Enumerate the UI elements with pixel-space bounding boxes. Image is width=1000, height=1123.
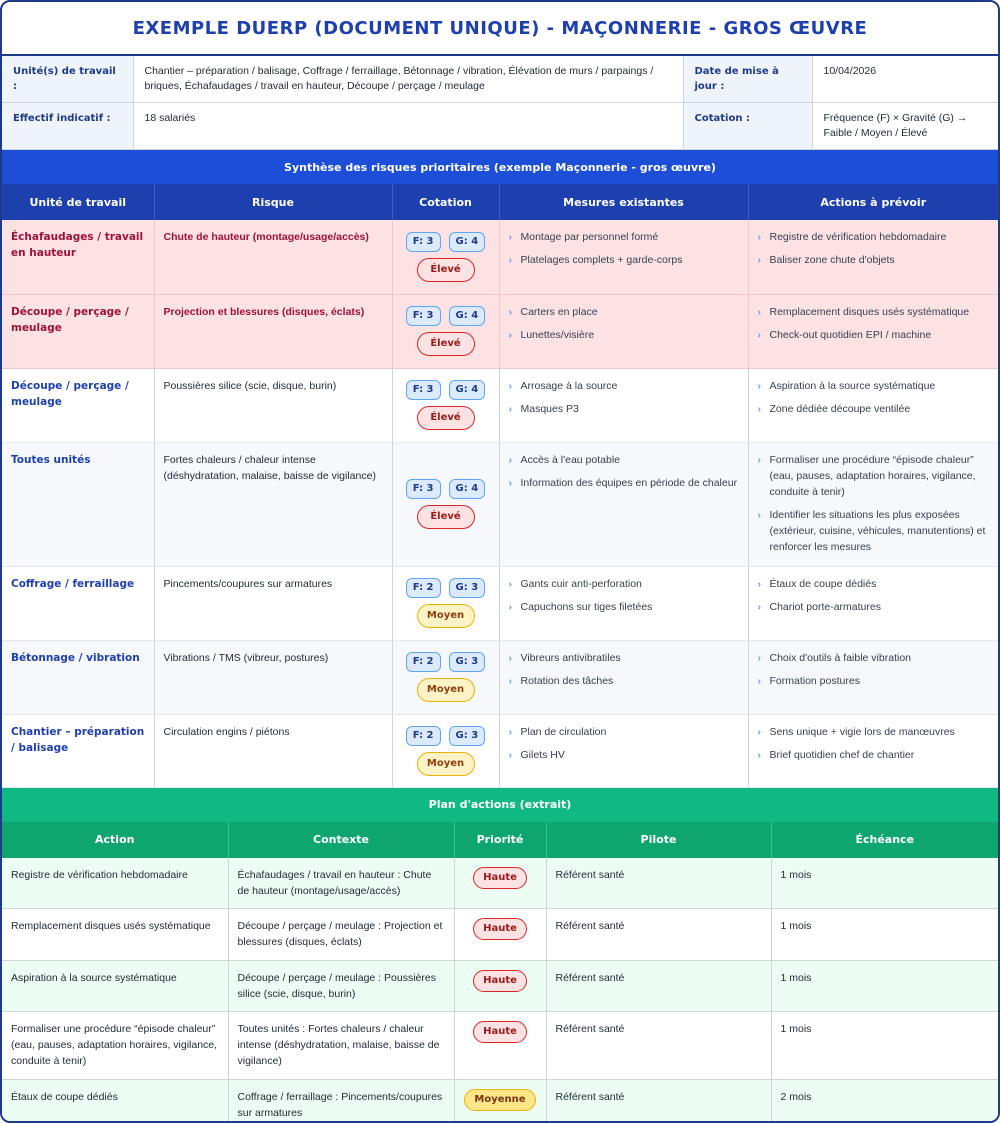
units-value: Chantier – préparation / balisage, Coffrage / ferraillage, Bétonnage / vibration, Élévation de murs / parpaings / briques, Échafaudages / travail en hauteur, Découpe / perçage / meulage <box>133 56 683 103</box>
plan-due: 1 mois <box>771 1012 998 1080</box>
plan-due: 1 mois <box>771 909 998 961</box>
staff-value: 18 salariés <box>133 103 683 150</box>
existing-measures <box>499 714 748 787</box>
plan-priority <box>454 1080 546 1123</box>
plan-action: Étaux de coupe dédiés <box>2 1080 228 1123</box>
risk-level-badge: Moyen <box>417 604 475 628</box>
frequency-chip: F: 3 <box>406 479 441 499</box>
measure-item: › Capuchons sur tiges filetées <box>509 599 739 615</box>
gravity-chip: G: 3 <box>449 578 486 598</box>
staff-label: Effectif indicatif : <box>2 103 133 150</box>
existing-measures <box>499 368 748 442</box>
actions-list <box>758 650 990 689</box>
rating-chips <box>397 578 495 598</box>
plan-pilot: Référent santé <box>546 1080 771 1123</box>
planned-actions <box>748 566 998 640</box>
plan-header-pilot: Pilote <box>546 822 771 858</box>
measure-item: › Platelages complets + garde-corps <box>509 252 739 268</box>
plan-row <box>2 961 998 1012</box>
risk-description: Circulation engins / piétons <box>154 714 392 787</box>
measure-item: › Lunettes/visière <box>509 327 739 343</box>
measure-item: › Masques P3 <box>509 401 739 417</box>
rating-chips <box>397 479 495 499</box>
risk-row <box>2 220 998 294</box>
action-item: › Check-out quotidien EPI / machine <box>758 327 990 343</box>
risk-unit: Coffrage / ferraillage <box>2 566 154 640</box>
measure-item: › Montage par personnel formé <box>509 229 739 245</box>
actions-list <box>758 304 990 343</box>
priority-badge: Haute <box>473 918 527 940</box>
action-item: › Aspiration à la source systématique <box>758 378 990 394</box>
risk-level-badge: Élevé <box>417 505 475 529</box>
plan-context: Toutes unités : Fortes chaleurs / chaleur intense (déshydratation, malaise, baisse de vigilance) <box>228 1012 454 1080</box>
risk-rating <box>392 368 499 442</box>
measures-list <box>509 378 739 417</box>
existing-measures <box>499 294 748 368</box>
plan-priority <box>454 961 546 1012</box>
risks-header-actions: Actions à prévoir <box>748 184 998 220</box>
gravity-chip: G: 4 <box>449 306 486 326</box>
rating-chips <box>397 652 495 672</box>
existing-measures <box>499 640 748 714</box>
frequency-chip: F: 3 <box>406 306 441 326</box>
existing-measures <box>499 220 748 294</box>
plan-context: Échafaudages / travail en hauteur : Chute de hauteur (montage/usage/accès) <box>228 858 454 909</box>
measure-item: › Vibreurs antivibratiles <box>509 650 739 666</box>
risks-header-measures: Mesures existantes <box>499 184 748 220</box>
plan-due: 1 mois <box>771 858 998 909</box>
plan-row <box>2 858 998 909</box>
action-item: › Baliser zone chute d'objets <box>758 252 990 268</box>
risk-description: Vibrations / TMS (vibreur, postures) <box>154 640 392 714</box>
rating-chips <box>397 306 495 326</box>
risks-header-risk: Risque <box>154 184 392 220</box>
measures-list <box>509 650 739 689</box>
document-title: EXEMPLE DUERP (DOCUMENT UNIQUE) - MAÇONNERIE - GROS ŒUVRE <box>2 2 998 56</box>
risk-row <box>2 640 998 714</box>
risk-level-badge: Moyen <box>417 752 475 776</box>
risk-rating <box>392 640 499 714</box>
risk-unit: Chantier – préparation / balisage <box>2 714 154 787</box>
plan-due: 2 mois <box>771 1080 998 1123</box>
risk-row <box>2 566 998 640</box>
risk-level-badge: Élevé <box>417 332 475 356</box>
risk-unit: Toutes unités <box>2 442 154 566</box>
plan-pilot: Référent santé <box>546 858 771 909</box>
risk-unit: Découpe / perçage / meulage <box>2 294 154 368</box>
risks-header-unit: Unité de travail <box>2 184 154 220</box>
measures-list <box>509 304 739 343</box>
risk-rating <box>392 566 499 640</box>
risks-header-rating: Cotation <box>392 184 499 220</box>
measure-item: › Gants cuir anti-perforation <box>509 576 739 592</box>
plan-header-due: Échéance <box>771 822 998 858</box>
action-item: › Remplacement disques usés systématique <box>758 304 990 320</box>
plan-banner: Plan d'actions (extrait) <box>2 788 998 822</box>
rating-chips <box>397 232 495 252</box>
risk-description: Fortes chaleurs / chaleur intense (déshydratation, malaise, baisse de vigilance) <box>154 442 392 566</box>
frequency-chip: F: 3 <box>406 380 441 400</box>
risk-description: Pincements/coupures sur armatures <box>154 566 392 640</box>
plan-pilot: Référent santé <box>546 961 771 1012</box>
planned-actions <box>748 368 998 442</box>
measure-item: › Gilets HV <box>509 747 739 763</box>
planned-actions <box>748 442 998 566</box>
measure-item: › Accès à l'eau potable <box>509 452 739 468</box>
action-item: › Zone dédiée découpe ventilée <box>758 401 990 417</box>
actions-list <box>758 576 990 615</box>
plan-action: Formaliser une procédure “épisode chaleur” (eau, pauses, adaptation horaires, vigilance, conduite à tenir) <box>2 1012 228 1080</box>
measures-list <box>509 724 739 763</box>
risk-level-badge: Élevé <box>417 258 475 282</box>
gravity-chip: G: 3 <box>449 726 486 746</box>
priority-badge: Haute <box>473 1021 527 1043</box>
action-plan-table <box>2 822 998 1123</box>
plan-row <box>2 909 998 961</box>
actions-list <box>758 452 990 555</box>
actions-list <box>758 724 990 763</box>
plan-context: Coffrage / ferraillage : Pincements/coupures sur armatures <box>228 1080 454 1123</box>
risk-rating <box>392 220 499 294</box>
gravity-chip: G: 3 <box>449 652 486 672</box>
date-label: Date de mise à jour : <box>683 56 812 103</box>
plan-pilot: Référent santé <box>546 1012 771 1080</box>
actions-list <box>758 378 990 417</box>
plan-header-row <box>2 822 998 858</box>
planned-actions <box>748 640 998 714</box>
date-value: 10/04/2026 <box>812 56 998 103</box>
gravity-chip: G: 4 <box>449 232 486 252</box>
risks-banner: Synthèse des risques prioritaires (exemple Maçonnerie - gros œuvre) <box>2 150 998 184</box>
plan-row <box>2 1080 998 1123</box>
planned-actions <box>748 714 998 787</box>
frequency-chip: F: 3 <box>406 232 441 252</box>
action-item: › Registre de vérification hebdomadaire <box>758 229 990 245</box>
action-item: › Chariot porte-armatures <box>758 599 990 615</box>
plan-priority <box>454 858 546 909</box>
gravity-chip: G: 4 <box>449 380 486 400</box>
plan-due: 1 mois <box>771 961 998 1012</box>
gravity-chip: G: 4 <box>449 479 486 499</box>
plan-action: Registre de vérification hebdomadaire <box>2 858 228 909</box>
rating-label: Cotation : <box>683 103 812 150</box>
risk-row <box>2 294 998 368</box>
action-item: › Formaliser une procédure “épisode chaleur” (eau, pauses, adaptation horaires, vigilance, conduite à tenir) <box>758 452 990 500</box>
risk-row <box>2 368 998 442</box>
measure-item: › Information des équipes en période de chaleur <box>509 475 739 491</box>
plan-header-context: Contexte <box>228 822 454 858</box>
frequency-chip: F: 2 <box>406 726 441 746</box>
plan-pilot: Référent santé <box>546 909 771 961</box>
info-table <box>2 56 998 150</box>
existing-measures <box>499 442 748 566</box>
risk-rating <box>392 442 499 566</box>
risks-header-row <box>2 184 998 220</box>
plan-context: Découpe / perçage / meulage : Projection et blessures (disques, éclats) <box>228 909 454 961</box>
plan-action: Remplacement disques usés systématique <box>2 909 228 961</box>
risk-description: Poussières silice (scie, disque, burin) <box>154 368 392 442</box>
existing-measures <box>499 566 748 640</box>
risk-unit: Bétonnage / vibration <box>2 640 154 714</box>
risk-description: Projection et blessures (disques, éclats) <box>154 294 392 368</box>
plan-header-action: Action <box>2 822 228 858</box>
action-item: › Sens unique + vigie lors de manœuvres <box>758 724 990 740</box>
risk-rating <box>392 714 499 787</box>
measure-item: › Rotation des tâches <box>509 673 739 689</box>
risk-row <box>2 442 998 566</box>
plan-row <box>2 1012 998 1080</box>
action-item: › Étaux de coupe dédiés <box>758 576 990 592</box>
measure-item: › Arrosage à la source <box>509 378 739 394</box>
action-item: › Identifier les situations les plus exposées (extérieur, cuisine, véhicules, manutentions) et renforcer les mesures <box>758 507 990 555</box>
rating-value: Fréquence (F) × Gravité (G) → Faible / Moyen / Élevé <box>812 103 998 150</box>
units-label: Unité(s) de travail : <box>2 56 133 103</box>
frequency-chip: F: 2 <box>406 652 441 672</box>
planned-actions <box>748 220 998 294</box>
measures-list <box>509 452 739 491</box>
risk-rating <box>392 294 499 368</box>
risks-table <box>2 184 998 788</box>
action-item: › Formation postures <box>758 673 990 689</box>
frequency-chip: F: 2 <box>406 578 441 598</box>
rating-chips <box>397 380 495 400</box>
plan-header-priority: Priorité <box>454 822 546 858</box>
priority-badge: Haute <box>473 970 527 992</box>
measure-item: › Plan de circulation <box>509 724 739 740</box>
priority-badge: Moyenne <box>464 1089 535 1111</box>
action-item: › Brief quotidien chef de chantier <box>758 747 990 763</box>
plan-priority <box>454 1012 546 1080</box>
plan-context: Découpe / perçage / meulage : Poussières silice (scie, disque, burin) <box>228 961 454 1012</box>
risk-unit: Découpe / perçage / meulage <box>2 368 154 442</box>
plan-priority <box>454 909 546 961</box>
measures-list <box>509 576 739 615</box>
measure-item: › Carters en place <box>509 304 739 320</box>
plan-action: Aspiration à la source systématique <box>2 961 228 1012</box>
priority-badge: Haute <box>473 867 527 889</box>
rating-chips <box>397 726 495 746</box>
risk-level-badge: Élevé <box>417 406 475 430</box>
risk-unit: Échafaudages / travail en hauteur <box>2 220 154 294</box>
risk-row <box>2 714 998 787</box>
measures-list <box>509 229 739 268</box>
risk-description: Chute de hauteur (montage/usage/accès) <box>154 220 392 294</box>
actions-list <box>758 229 990 268</box>
planned-actions <box>748 294 998 368</box>
action-item: › Choix d'outils à faible vibration <box>758 650 990 666</box>
risk-level-badge: Moyen <box>417 678 475 702</box>
